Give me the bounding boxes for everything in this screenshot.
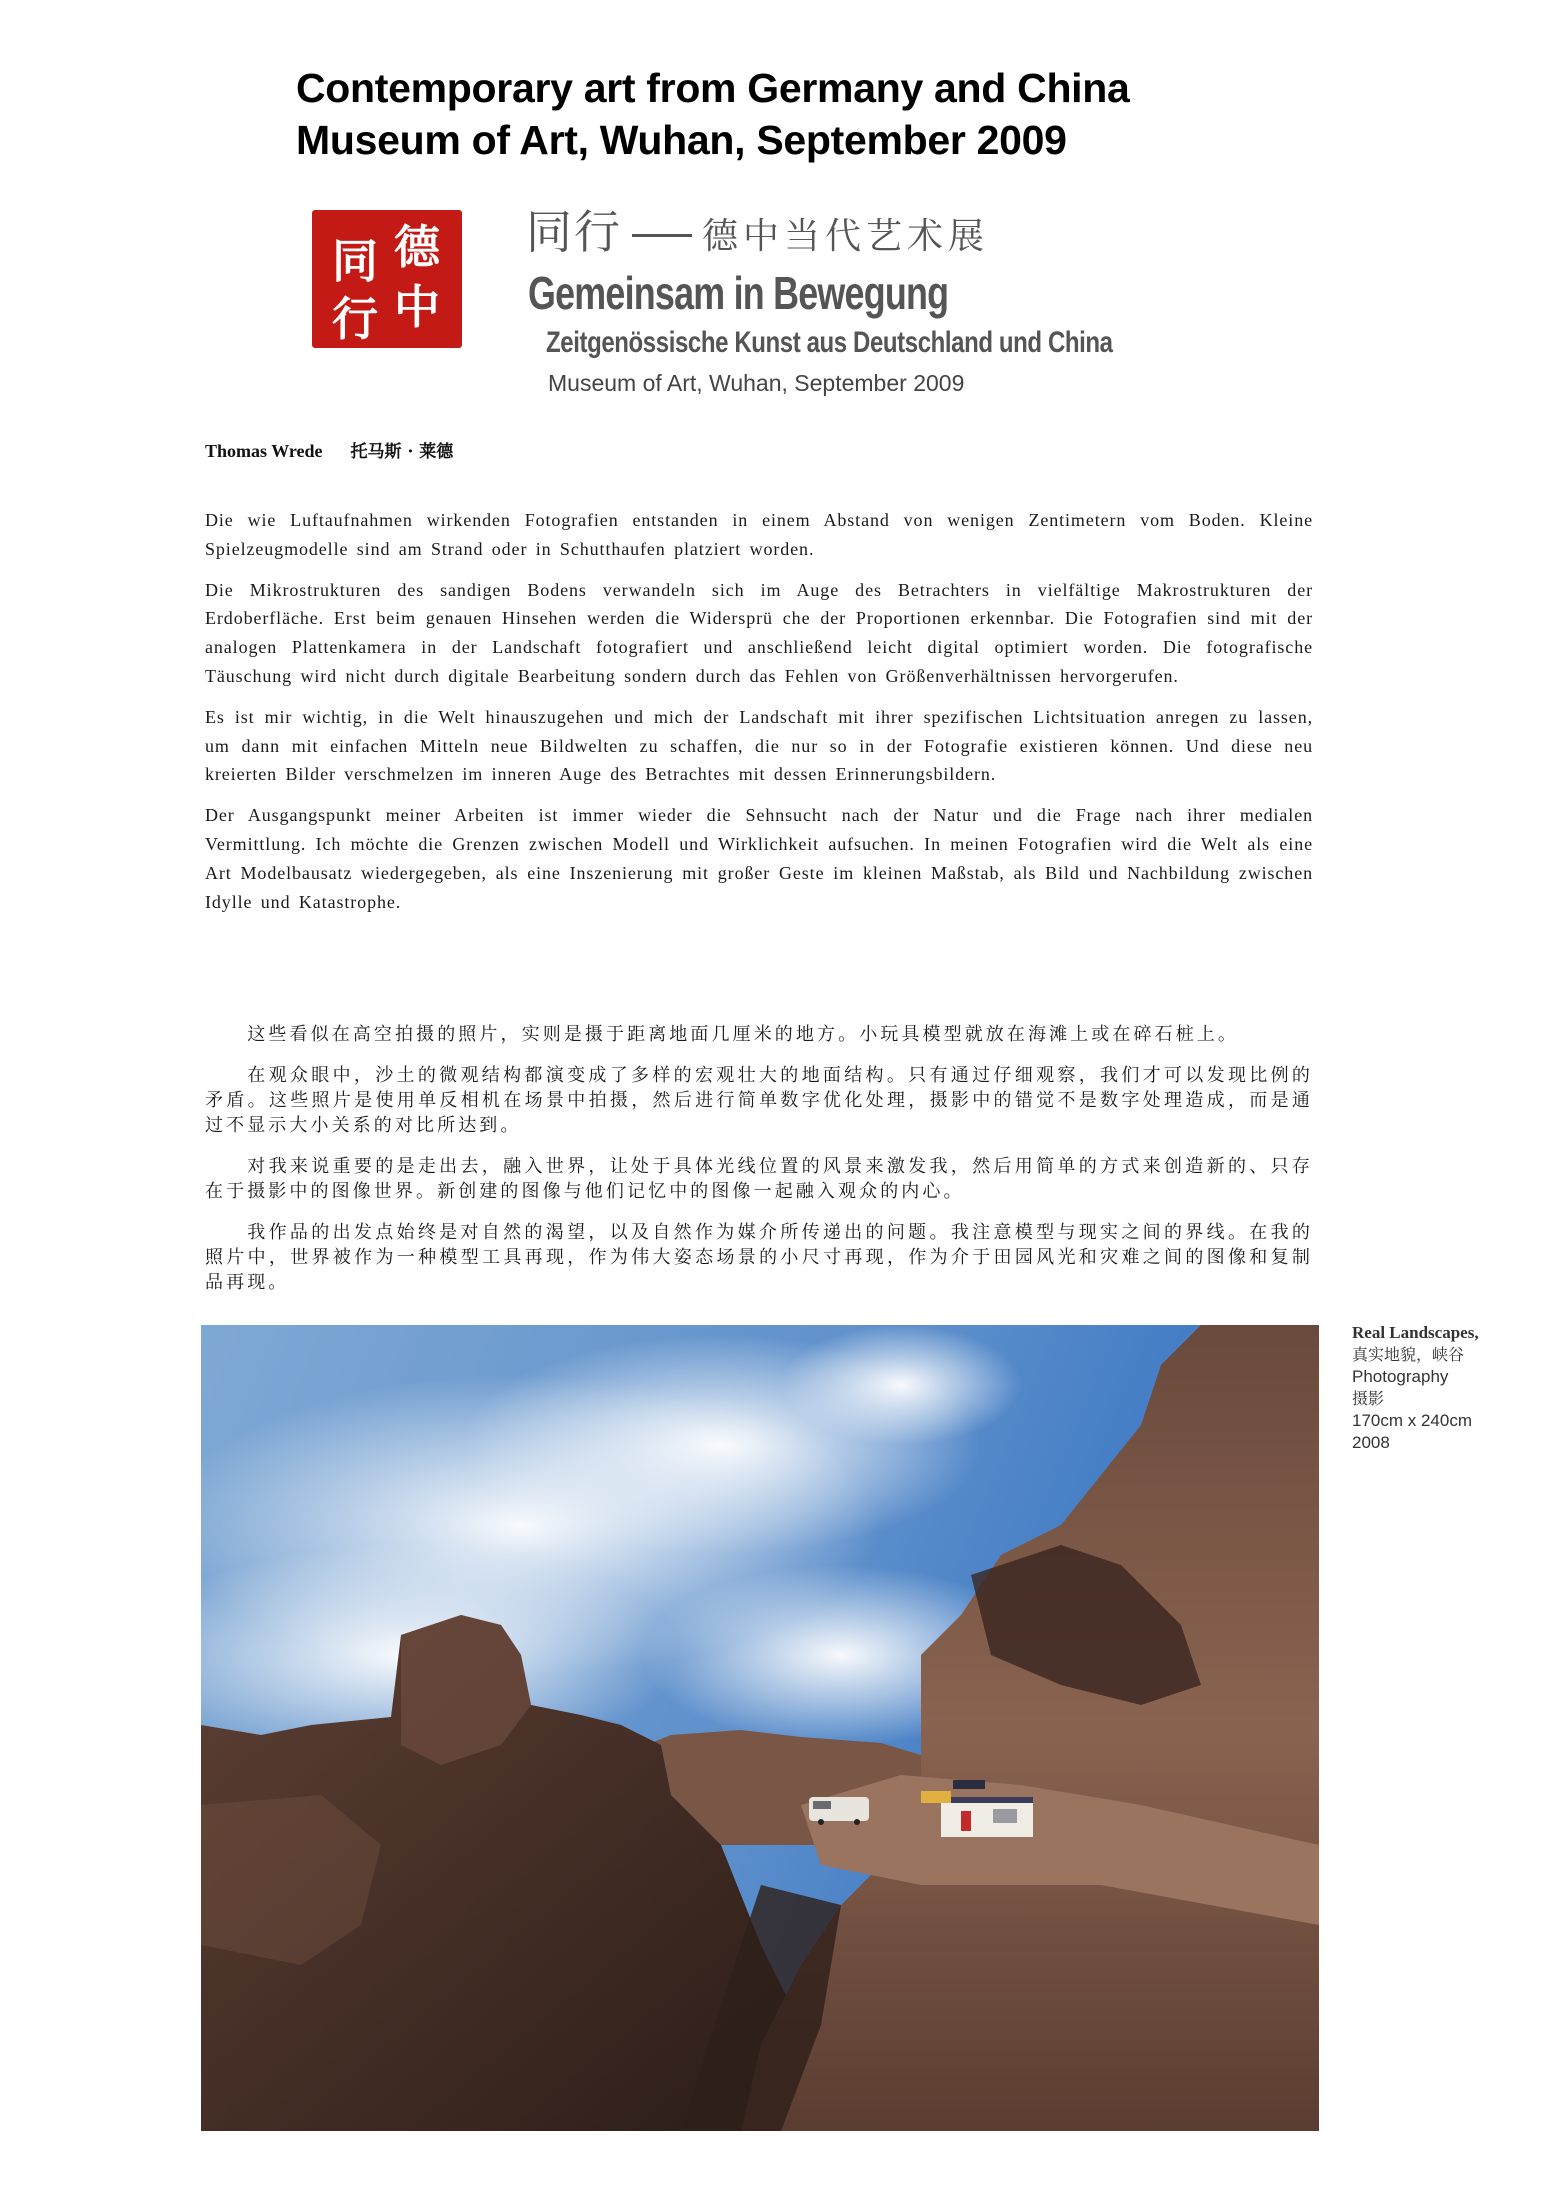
exhibition-title-chinese — [526, 196, 989, 262]
chinese-paragraph: 这些看似在高空拍摄的照片，实则是摄于距离地面几厘米的地方。小玩具模型就放在海滩上或在碎石桩上。 — [247, 1024, 1239, 1045]
artwork-title: Real Landscapes, — [1352, 1323, 1479, 1342]
artist-name-latin: Thomas Wrede — [205, 441, 323, 461]
exhibition-seal-logo — [312, 210, 462, 348]
german-statement — [205, 506, 1313, 928]
seal-char: 行 — [332, 292, 378, 346]
exhibition-title-german: Gemeinsam in Bewegung — [528, 267, 949, 319]
exhibition-title-chinese-sub: 德中当代艺术展 — [702, 216, 990, 257]
chinese-paragraph: 我作品的出发点始终是对自然的渴望，以及自然作为媒介所传递出的问题。我注意模型与现实之间的界线。在我的照片中，世界被作为一种模型工具再现，作为伟大姿态场景的小尺寸再现，作为介于田园风光和灾难之间的图像和复制品再现。 — [205, 1222, 1313, 1293]
canyon-photo-illustration — [201, 1325, 1319, 2131]
artwork-medium: Photography — [1352, 1367, 1449, 1386]
page-title — [296, 62, 1296, 166]
exhibition-title-chinese-main: 同行 — [526, 205, 622, 259]
artwork-medium-chinese: 摄影 — [1352, 1389, 1385, 1408]
page-title-line-2: Museum of Art, Wuhan, September 2009 — [296, 117, 1067, 163]
seal-char: 同 — [332, 234, 378, 288]
seal-char: 德 — [394, 220, 440, 274]
german-paragraph: Es ist mir wichtig, in die Welt hinauszugehen und mich der Landschaft mit ihrer spezifischen Lichtsituation anregen zu lassen, um dann mit einfachen Mitteln neue Bildwelten zu schaffen, die nur so in der Fotografie existieren können. Und diese neu kreierten Bilder verschmelzen im inneren Auge des Betrachtes mit dessen Erinnerungsbildern. — [205, 706, 1313, 785]
artwork-year: 2008 — [1352, 1433, 1390, 1452]
german-paragraph: Der Ausgangspunkt meiner Arbeiten ist immer wieder die Sehnsucht nach der Natur und die Frage nach ihrer medialen Vermittlung. Ich möchte die Grenzen zwischen Modell und Wirklichkeit aufsuchen. In meinen Fotografien wird die Welt als eine Art Modelbausatz wiedergegeben, als eine Inszenierung mit großer Geste im kleinen Maßstab, als Bild und Nachbildung zwischen Idylle und Katastrophe. — [205, 805, 1313, 912]
artist-name — [205, 437, 453, 462]
seal-char: 中 — [394, 280, 440, 334]
exhibition-venue: Museum of Art, Wuhan, September 2009 — [548, 370, 965, 396]
artwork-caption — [1352, 1322, 1479, 1454]
page-title-line-1: Contemporary art from Germany and China — [296, 65, 1130, 111]
chinese-paragraph: 对我来说重要的是走出去，融入世界，让处于具体光线位置的风景来激发我，然后用简单的方式来创造新的、只存在于摄影中的图像世界。新创建的图像与他们记忆中的图像一起融入观众的内心。 — [205, 1156, 1313, 1202]
exhibition-subtitle-german: Zeitgenössische Kunst aus Deutschland und China — [546, 326, 1113, 359]
artwork-photograph — [201, 1325, 1319, 2131]
artist-name-chinese: 托马斯 · 莱德 — [350, 442, 454, 462]
chinese-statement — [205, 1022, 1313, 1311]
german-paragraph: Die wie Luftaufnahmen wirkenden Fotografien entstanden in einem Abstand von wenigen Zentimetern vom Boden. Kleine Spielzeugmodelle sind am Strand oder in Schutthaufen platziert worden. — [205, 510, 1313, 559]
artwork-title-chinese: 真实地貌，峡谷 — [1352, 1345, 1465, 1364]
miniature-camper-van — [809, 1797, 869, 1825]
chinese-paragraph: 在观众眼中，沙土的微观结构都演变成了多样的宏观壮大的地面结构。只有通过仔细观察，我们才可以发现比例的矛盾。这些照片是使用单反相机在场景中拍摄，然后进行简单数字优化处理，摄影中的错觉不是数字处理造成，而是通过不显示大小关系的对比所达到。 — [205, 1065, 1313, 1136]
german-paragraph: Die Mikrostrukturen des sandigen Bodens verwandeln sich im Auge des Betrachters in vielfältige Makrostrukturen der Erdoberfläche. Erst beim genauen Hinsehen werden die Widersprü che der Proportionen erkennbar. Die Fotografien sind mit der analogen Plattenkamera in der Landschaft fotografiert und anschließend leicht digital optimiert worden. Die fotografische Täuschung wird nicht durch digitale Bearbeitung sondern durch das Fehlen von Größenverhältnissen hervorgerufen. — [205, 579, 1313, 686]
artwork-dimensions: 170cm x 240cm — [1352, 1411, 1472, 1430]
title-dash — [632, 234, 692, 237]
